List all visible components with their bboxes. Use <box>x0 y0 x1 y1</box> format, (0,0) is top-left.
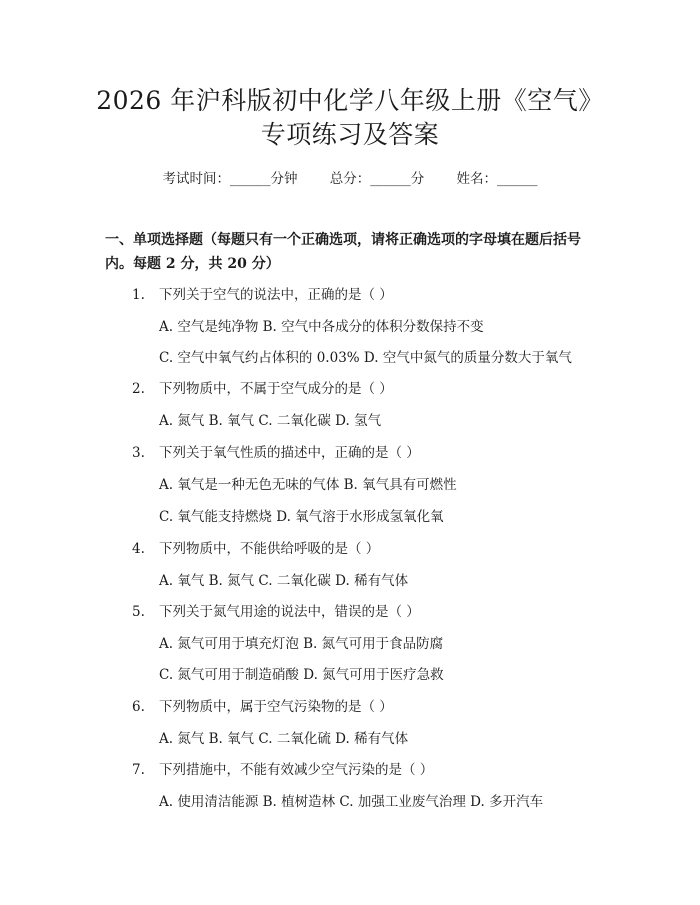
question-text: 下列措施中，不能有效减少空气污染的是（ ） <box>159 762 434 778</box>
question-4 <box>132 537 379 557</box>
question-number: 5. <box>132 604 145 620</box>
page-title-line2: 专项练习及答案 <box>260 120 440 149</box>
question-5-options-a-b: A. 氮气可用于填充灯泡 B. 氮气可用于食品防腐 <box>159 636 444 652</box>
question-4-options: A. 氧气 B. 氮气 C. 二氧化碳 D. 稀有气体 <box>159 573 409 589</box>
question-1-options-c-d: C. 空气中氧气约占体积的 0.03% D. 空气中氮气的质量分数大于氧气 <box>159 350 572 366</box>
question-3 <box>132 441 420 461</box>
question-text: 下列关于氮气用途的说法中，错误的是（ ） <box>159 604 420 620</box>
question-text: 下列物质中，不能供给呼吸的是（ ） <box>159 541 380 557</box>
total-score: 总分：______分 <box>329 171 425 187</box>
question-1 <box>132 283 393 303</box>
student-name: 姓名：______ <box>456 171 538 187</box>
question-text: 下列物质中，不属于空气成分的是（ ） <box>159 381 393 397</box>
question-3-options-c-d: C. 氧气能支持燃烧 D. 氧气溶于水形成氢氧化氧 <box>159 509 444 525</box>
question-5-options-c-d: C. 氮气可用于制造硝酸 D. 氮气可用于医疗急救 <box>159 667 444 683</box>
question-6-options: A. 氮气 B. 氧气 C. 二氧化硫 D. 稀有气体 <box>159 731 409 747</box>
question-7 <box>132 758 433 778</box>
question-3-options-a-b: A. 氧气是一种无色无味的气体 B. 氧气具有可燃性 <box>159 477 457 493</box>
exam-time: 考试时间：______分钟 <box>162 171 298 187</box>
question-1-options-a-b: A. 空气是纯净物 B. 空气中各成分的体积分数保持不变 <box>159 319 484 335</box>
question-number: 6. <box>132 699 145 715</box>
question-text: 下列关于氧气性质的描述中，正确的是（ ） <box>159 445 420 461</box>
exam-meta <box>0 167 700 187</box>
question-text: 下列关于空气的说法中，正确的是（ ） <box>159 287 393 303</box>
question-2 <box>132 377 393 397</box>
question-7-options: A. 使用清洁能源 B. 植树造林 C. 加强工业废气治理 D. 多开汽车 <box>159 794 544 810</box>
section-heading: 一、单项选择题（每题只有一个正确选项，请将正确选项的字母填在题后括号内。每题 2 分，共 20 分） <box>105 232 581 272</box>
question-number: 2. <box>132 381 145 397</box>
question-number: 7. <box>132 762 145 778</box>
question-number: 4. <box>132 541 145 557</box>
page-title-line1: 2026 年沪科版初中化学八年级上册《空气》 <box>96 86 604 115</box>
question-2-options: A. 氮气 B. 氧气 C. 二氧化碳 D. 氢气 <box>159 413 382 429</box>
question-6 <box>132 695 393 715</box>
question-5 <box>132 600 420 620</box>
question-text: 下列物质中，属于空气污染物的是（ ） <box>159 699 393 715</box>
question-number: 3. <box>132 445 145 461</box>
question-number: 1. <box>132 287 145 303</box>
